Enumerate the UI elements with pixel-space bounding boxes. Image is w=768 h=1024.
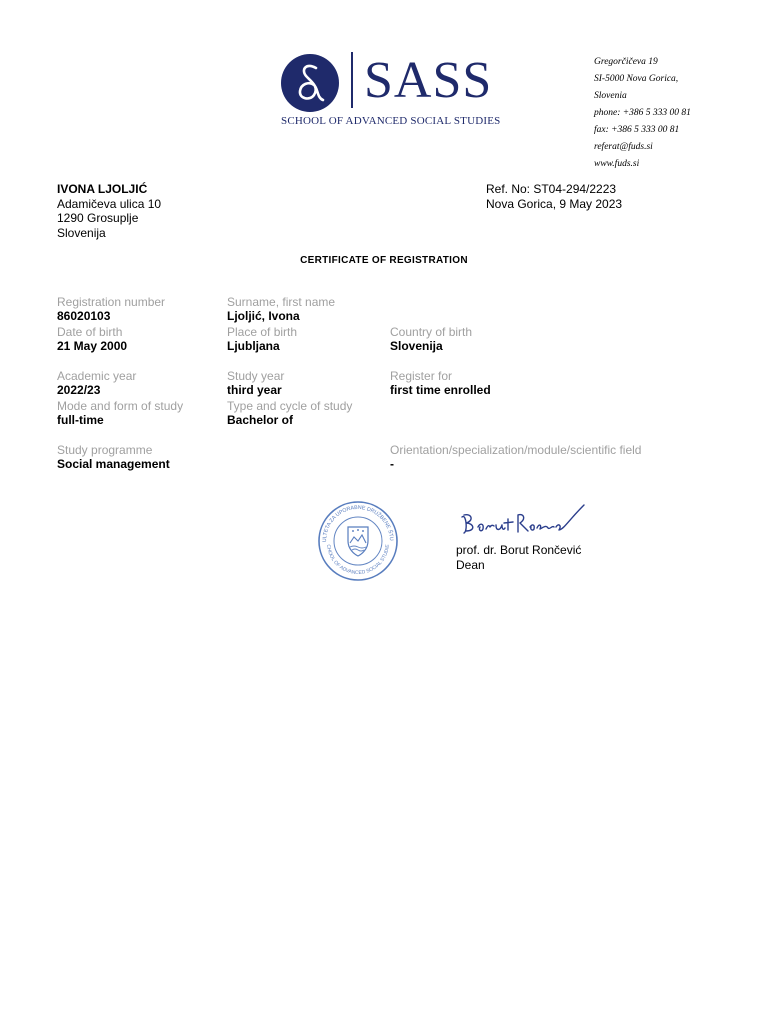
field-label: Place of birth — [227, 325, 298, 339]
recipient-name: IVONA LJOLJIĆ — [57, 182, 148, 196]
field-value: Ljoljić, Ivona — [227, 309, 300, 323]
dean-role: Dean — [456, 557, 485, 572]
field-value: 86020103 — [57, 309, 111, 323]
field-mode-form-of-study — [57, 399, 183, 427]
school-address — [594, 54, 754, 173]
field-value: Social management — [57, 457, 170, 471]
field-value: first time enrolled — [390, 383, 491, 397]
field-label: Orientation/specialization/module/scientific field — [390, 443, 642, 457]
place-date: Nova Gorica, 9 May 2023 — [486, 197, 623, 211]
field-value: Ljubljana — [227, 339, 280, 353]
school-web: www.fuds.si — [594, 159, 640, 169]
field-label: Register for — [390, 369, 453, 383]
dean-name: prof. dr. Borut Rončević — [456, 543, 582, 557]
school-email: referat@fuds.si — [594, 142, 653, 152]
field-value: 21 May 2000 — [57, 339, 128, 353]
field-label: Academic year — [57, 369, 137, 383]
field-value: full-time — [57, 413, 104, 427]
signatory-block — [456, 543, 581, 572]
recipient-address — [57, 182, 161, 240]
reference-number: Ref. No: ST04-294/2223 — [486, 182, 617, 196]
field-registration-number — [57, 295, 165, 323]
logo-wordmark: SASS — [364, 52, 493, 109]
school-street: Gregorčičeva 19 — [594, 57, 658, 67]
svg-text:FAKULTETA ZA UPORABNE DRUŽBENE: ULTETA ZA UPORABNE DRUŽBENE ŠTU — [321, 504, 395, 543]
field-label: Registration number — [57, 295, 166, 309]
field-label: Country of birth — [390, 325, 473, 339]
school-phone: phone: +386 5 333 00 81 — [594, 108, 691, 118]
field-study-programme — [57, 443, 170, 471]
dean-signature — [458, 503, 588, 539]
reference-block — [486, 182, 622, 212]
field-date-of-birth — [57, 325, 127, 353]
field-label: Date of birth — [57, 325, 123, 339]
field-value: third year — [227, 383, 282, 397]
field-value: Bachelor of — [227, 413, 294, 427]
field-label: Surname, first name — [227, 295, 336, 309]
school-fax: fax: +386 5 333 00 81 — [594, 125, 680, 135]
logo-subtitle: SCHOOL OF ADVANCED SOCIAL STUDIES — [281, 115, 501, 127]
sass-logo-icon — [281, 54, 339, 112]
field-place-of-birth — [227, 325, 297, 353]
field-label: Mode and form of study — [57, 399, 184, 413]
recipient-country: Slovenija — [57, 225, 106, 240]
field-study-year — [227, 369, 284, 397]
field-orientation — [390, 443, 641, 471]
field-label: Study year — [227, 369, 285, 383]
field-surname-first-name — [227, 295, 335, 323]
school-city: SI-5000 Nova Gorica, — [594, 74, 679, 84]
recipient-street: Adamičeva ulica 10 — [57, 196, 162, 211]
document-title: CERTIFICATE OF REGISTRATION — [300, 255, 468, 266]
official-seal-stamp — [313, 497, 403, 581]
field-label: Type and cycle of study — [227, 399, 353, 413]
svg-text:SCHOOL OF ADVANCED SOCIAL STUD: CHOOL OF ADVANCED SOCIAL STUDIE — [324, 544, 391, 577]
recipient-city: 1290 Grosuplje — [57, 211, 139, 225]
field-label: Study programme — [57, 443, 153, 457]
field-value: 2022/23 — [57, 383, 101, 397]
field-register-for — [390, 369, 491, 397]
field-value: Slovenija — [390, 339, 443, 353]
field-type-cycle-of-study — [227, 399, 352, 427]
field-academic-year — [57, 369, 136, 397]
school-country: Slovenia — [594, 91, 627, 101]
field-value: - — [390, 457, 394, 471]
field-country-of-birth — [390, 325, 472, 353]
logo-divider — [351, 52, 353, 108]
